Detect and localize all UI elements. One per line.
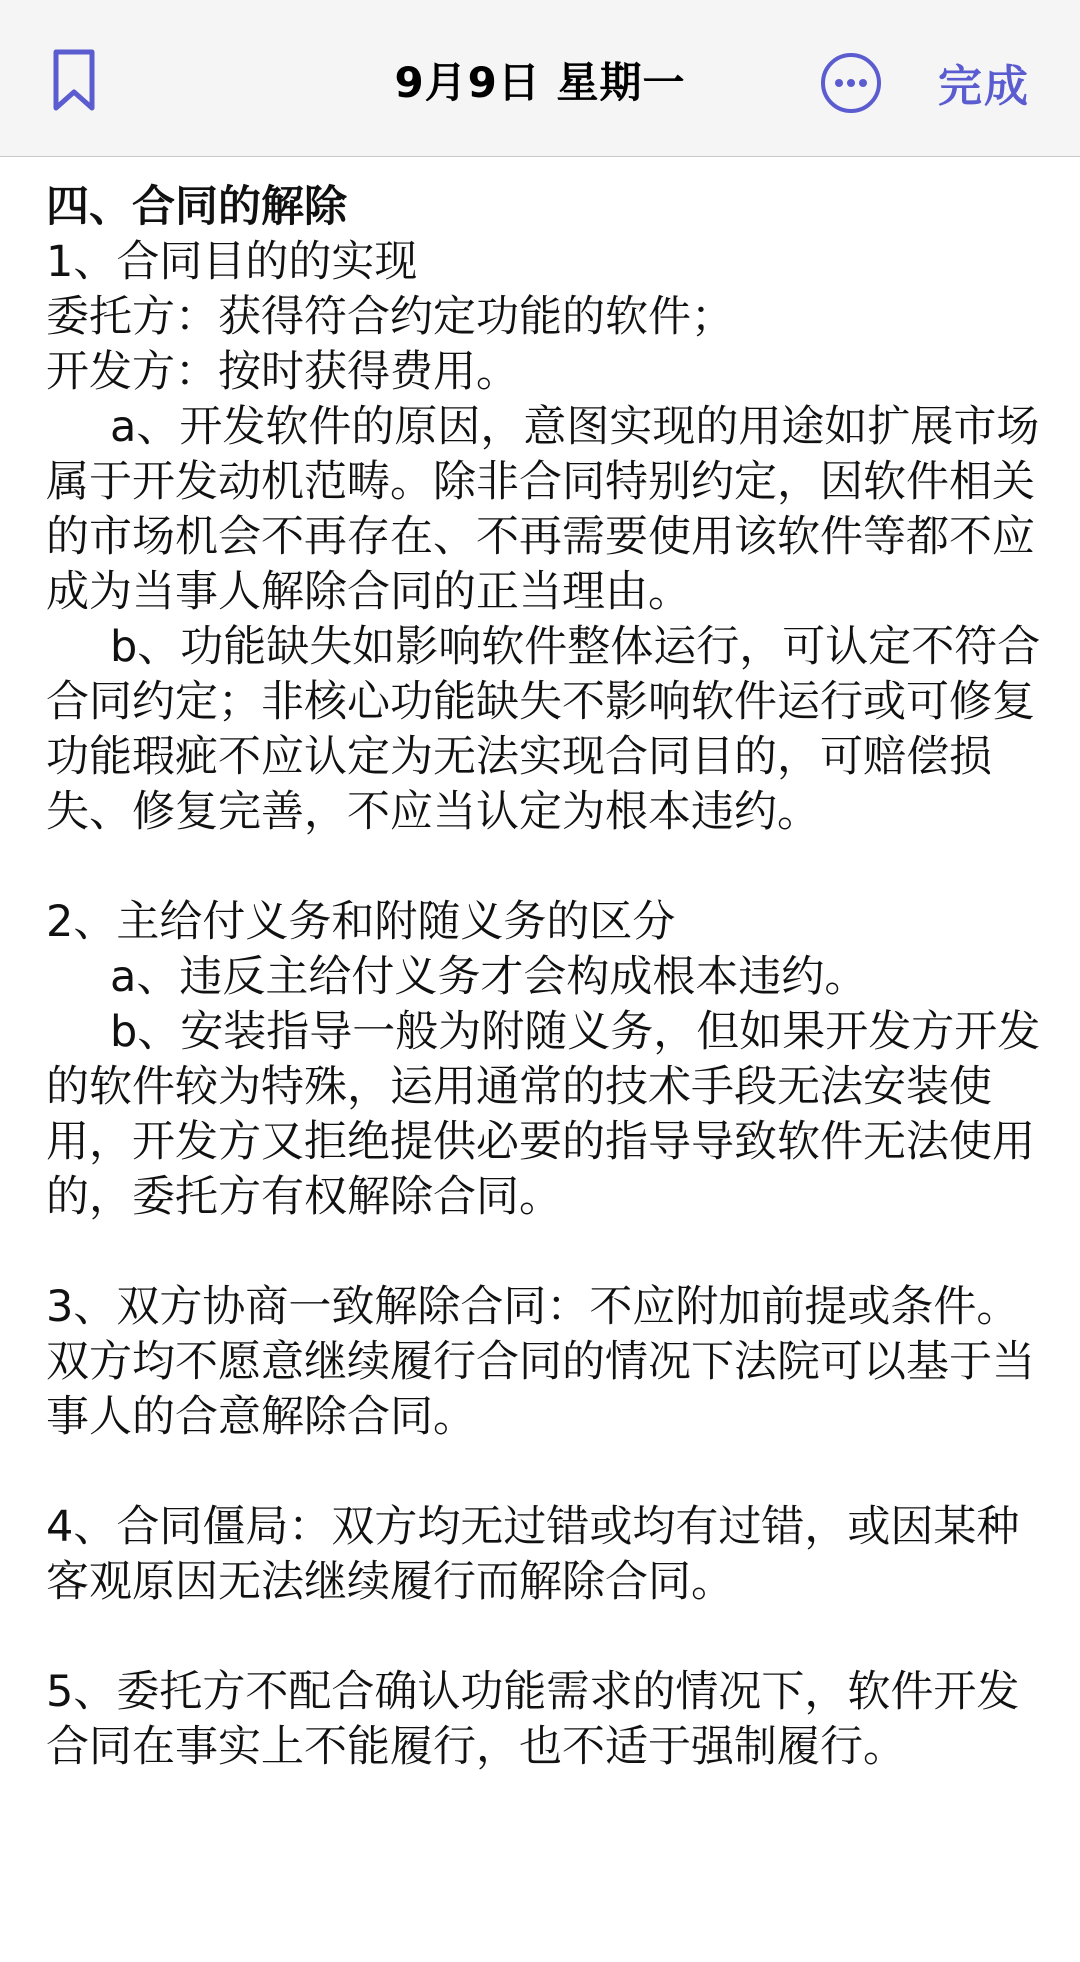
section-1-item-a: a、开发软件的原因，意图实现的用途如扩展市场属于开发动机范畴。除非合同特别约定，因软件相关的市场机会不再存在、不再需要使用该软件等都不应成为当事人解除合同的正当理由。 [46, 402, 1040, 617]
section-3: 3、双方协商一致解除合同：不应附加前提或条件。双方均不愿意继续履行合同的情况下法院可以基于当事人的合意解除合同。 [46, 1282, 1035, 1442]
section-1-title: 1、合同目的的实现 [46, 237, 418, 287]
blank-line [46, 1225, 1046, 1280]
section-5: 5、委托方不配合确认功能需求的情况下，软件开发合同在事实上不能履行，也不适于强制履行。 [46, 1667, 1020, 1772]
page-title: 9月9日 星期一 [394, 58, 686, 107]
section-2-title: 2、主给付义务和附随义务的区分 [46, 897, 676, 947]
section-4: 4、合同僵局：双方均无过错或均有过错，或因某种客观原因无法继续履行而解除合同。 [46, 1502, 1020, 1607]
blank-line [46, 840, 1046, 895]
blank-line [46, 1445, 1046, 1500]
section-2-item-a: a、违反主给付义务才会构成根本违约。 [110, 952, 868, 1002]
more-icon[interactable] [820, 52, 882, 114]
note-body[interactable] [46, 180, 1046, 1775]
section-1-item-b: b、功能缺失如影响软件整体运行，可认定不符合合同约定；非核心功能缺失不影响软件运行或可修复功能瑕疵不应认定为无法实现合同目的，可赔偿损失、修复完善，不应当认定为根本违约。 [46, 622, 1041, 837]
note-heading: 四、合同的解除 [46, 182, 347, 232]
section-2-item-b: b、安装指导一般为附随义务，但如果开发方开发的软件较为特殊，运用通常的技术手段无法安装使用，开发方又拒绝提供必要的指导导致软件无法使用的，委托方有权解除合同。 [46, 1007, 1041, 1222]
nav-bar [0, 0, 1080, 157]
section-1-client: 委托方：获得符合约定功能的软件； [46, 292, 734, 342]
blank-line [46, 1610, 1046, 1665]
section-1-developer: 开发方：按时获得费用。 [46, 347, 519, 397]
done-button[interactable]: 完成 [938, 61, 1030, 112]
